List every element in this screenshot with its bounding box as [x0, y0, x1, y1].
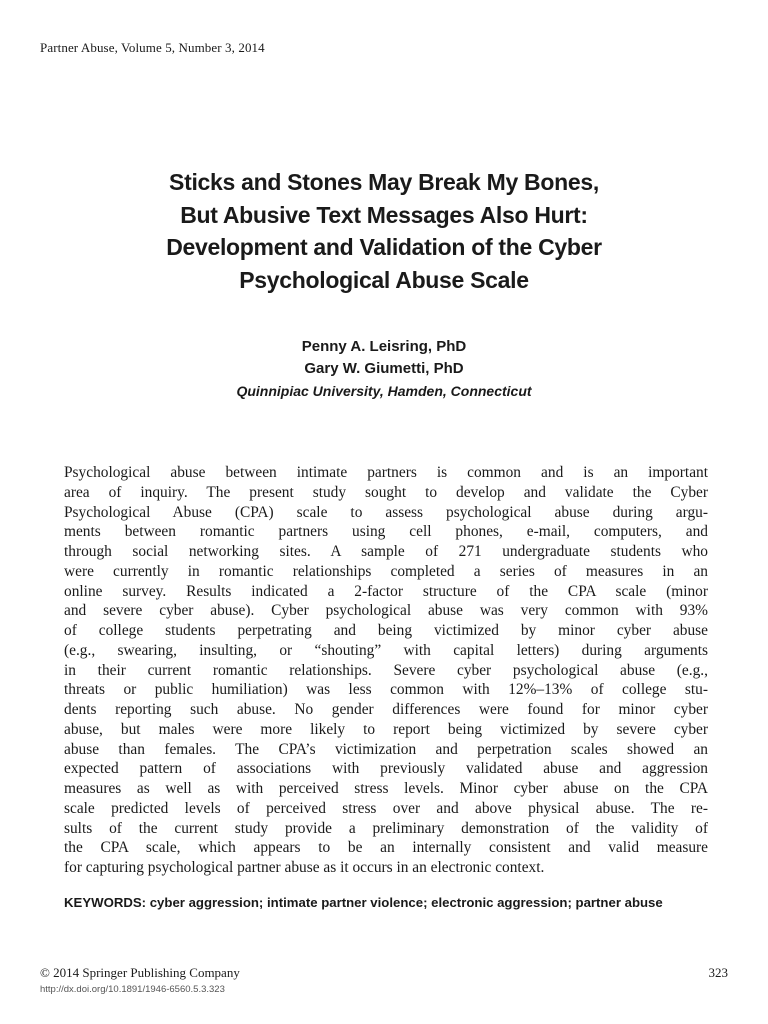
abstract-line: through social networking sites. A sample of 271 undergraduate students who — [64, 543, 708, 560]
keywords: KEYWORDS: cyber aggression; intimate partner violence; electronic aggression; partner abuse — [64, 895, 663, 910]
journal-citation: Partner Abuse, Volume 5, Number 3, 2014 — [40, 40, 265, 55]
abstract-line: in their current romantic relationships. Severe cyber psychological abuse (e.g., — [64, 661, 708, 679]
abstract-line: the CPA scale, which appears to be an internally consistent and valid measure — [64, 839, 708, 857]
title-line: Sticks and Stones May Break My Bones, — [169, 169, 599, 195]
abstract-line: measures as well as with perceived stress levels. Minor cyber abuse on the CPA — [64, 780, 708, 797]
abstract-line: were currently in romantic relationships completed a series of measures in an — [64, 562, 708, 580]
abstract-line: threats or public humiliation) was less common with 12%–13% of college stu- — [64, 681, 708, 699]
abstract-line: sults of the current study provide a preliminary demonstration of the validity of — [64, 819, 708, 837]
title-line: But Abusive Text Messages Also Hurt: — [180, 201, 588, 228]
author-name: Penny A. Leisring, PhD — [301, 338, 467, 355]
article-title — [0, 166, 768, 296]
page-number: 323 — [708, 965, 728, 980]
abstract-line: Psychological abuse between intimate partners is common and is an important — [64, 464, 708, 481]
doi-link[interactable]: http://dx.doi.org/10.1891/1946-6560.5.3.323 — [40, 984, 225, 995]
abstract-line: abuse, but males were more likely to report being victimized by severe cyber — [64, 720, 708, 738]
abstract-line: Psychological Abuse (CPA) scale to assess psychological abuse during argu- — [64, 503, 708, 521]
abstract-line: (e.g., swearing, insulting, or “shouting” with capital letters) during arguments — [64, 641, 708, 659]
author-block — [0, 336, 768, 402]
title-line: Psychological Abuse Scale — [239, 266, 529, 293]
abstract-line: dents reporting such abuse. No gender differences were found for minor cyber — [64, 701, 708, 718]
title-line: Development and Validation of the Cyber — [166, 234, 602, 260]
abstract-line: abuse than females. The CPA’s victimization and perpetration scales showed an — [64, 740, 708, 758]
abstract-line: expected pattern of associations with previously validated abuse and aggression — [64, 760, 708, 778]
abstract — [64, 463, 708, 878]
abstract-line: ments between romantic partners using cell phones, e-mail, computers, and — [64, 523, 708, 541]
abstract-line: area of inquiry. The present study sought to develop and validate the Cyber — [64, 483, 708, 501]
abstract-line: for capturing psychological partner abuse as it occurs in an electronic context. — [64, 859, 545, 876]
abstract-line: scale predicted levels of perceived stress over and above physical abuse. The re- — [64, 799, 708, 817]
copyright-notice: © 2014 Springer Publishing Company — [40, 965, 240, 980]
abstract-line: online survey. Results indicated a 2-factor structure of the CPA scale (minor — [64, 582, 708, 600]
abstract-line: of college students perpetrating and being victimized by minor cyber abuse — [64, 622, 708, 639]
author-name: Gary W. Giumetti, PhD — [304, 360, 464, 377]
author-affiliation: Quinnipiac University, Hamden, Connecticut — [236, 383, 532, 399]
abstract-line: and severe cyber abuse). Cyber psychological abuse was very common with 93% — [64, 602, 708, 620]
